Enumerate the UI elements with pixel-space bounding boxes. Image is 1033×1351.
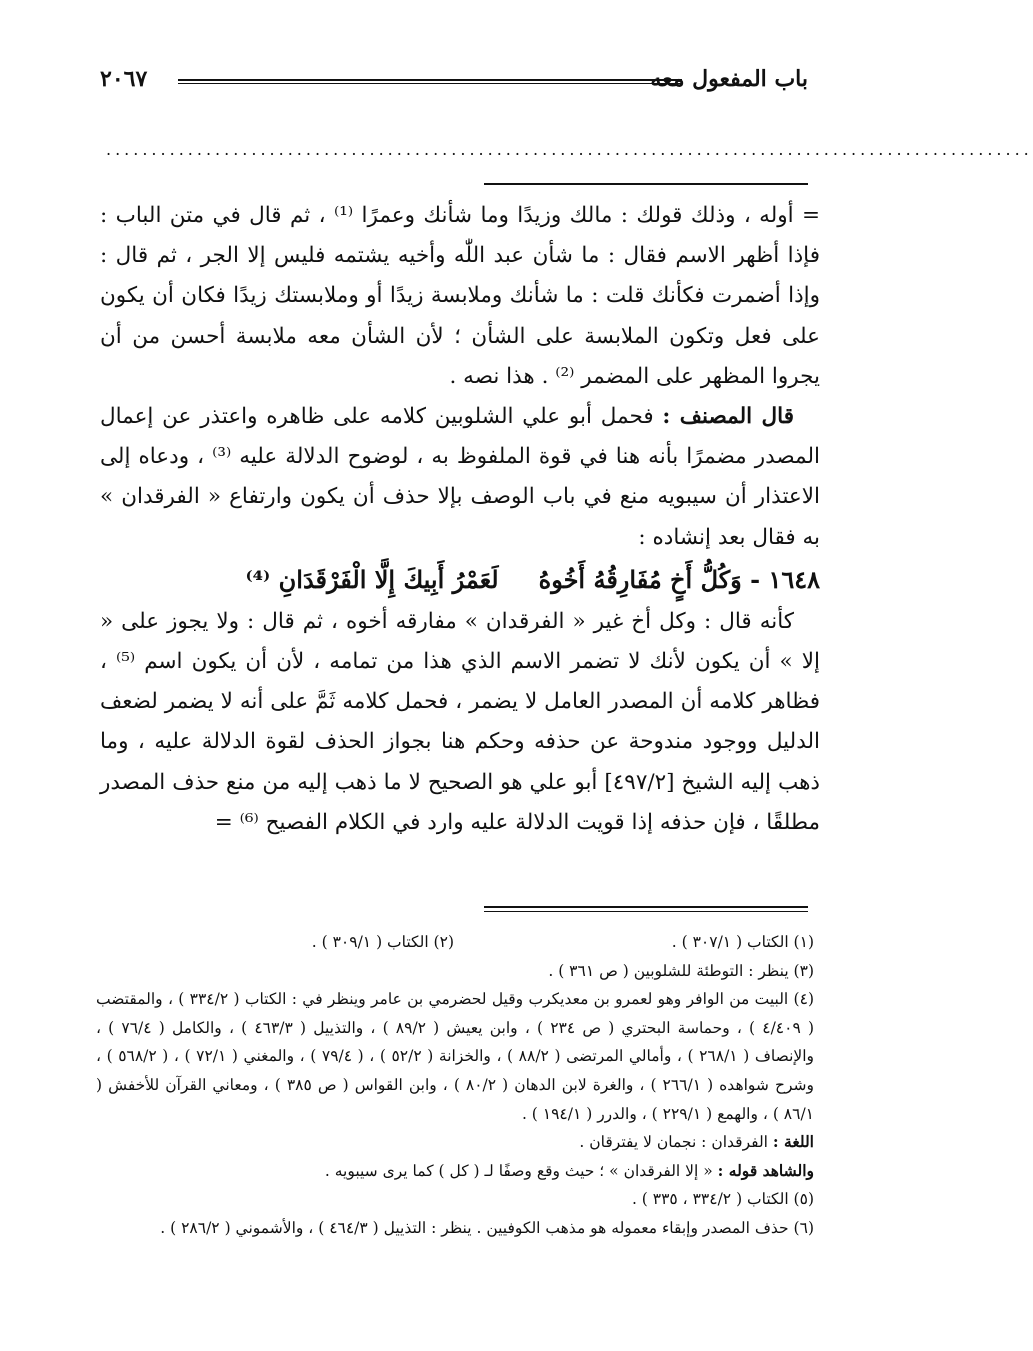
footnote-2: (٢) الكتاب ( ٣٠٩/١ ) .	[311, 933, 454, 951]
footnotes	[96, 928, 814, 1243]
chapter-title: باب المفعول معه	[650, 66, 808, 92]
footnote-5: (٥) الكتاب ( ٣٣٤/٢ ، ٣٣٥ ) .	[631, 1190, 814, 1209]
paragraph-2	[100, 397, 820, 558]
footnote-4: (٤) البيت من الوافر وهو لعمرو بن معديكرب وقيل لحضرمي بن عامر وينظر في : الكتاب ( ٣٣٤/٢ ) ، والمقتضب ( ٤/٤٠٩ ) ، وحماسة البحتري ( ص ٢٣٤ ) ، وابن يعيش ( ٨٩/٢ ) ، والتذييل ( ٤٦٣/٣ ) ، والكامل ( ٧٦/٤ ) ، والإنصاف ( ٢٦٨/١ ) ، وأمالي المرتضى ( ٨٨/٢ ) ، والخزانة ( ٥٢/٢ ) ، ( ٧٩/٤ ) ، والمغني ( ٧٢/١ ) ، ( ٥٦٨/٢ ) ، وشرح شواهده ( ٢٦٦/١ ) ، والغرة لابن الدهان ( ٨٠/٢ ) ، وابن القواس ( ص ٣٨٥ ) ، ومعاني القرآن للأخفش ( ٨٦/١ ) ، والهمع ( ٢٢٩/١ ) ، والدرر ( ١٩٤/١ ) .	[96, 990, 815, 1123]
footnote-3: (٣) ينظر : التوطئة للشلوبين ( ص ٣٦١ ) .	[548, 961, 814, 980]
lugha-label: اللغة :	[772, 1132, 814, 1152]
continuation-rule	[484, 183, 808, 185]
header-rule	[178, 79, 682, 84]
shahid-text: « إلا الفرقدان » ؛ حيث وقع وصفًا لـ ( كل ) كما يرى سيبويه .	[324, 1161, 718, 1180]
running-header	[100, 62, 808, 102]
footnote-6: (٦) حذف المصدر وإبقاء معموله هو مذهب الكوفيين . ينظر : التذييل ( ٤٦٤/٣ ) ، والأشموني ( ٢٨٦/٢ ) .	[160, 1218, 814, 1237]
paragraph-1: = أوله ، وذلك قولك : مالك وزيدًا وما شأنك وعمرًا ⁽¹⁾ ، ثم قال في متن الباب : فإذا أظهر الاسم فقال : ما شأن عبد اللّٰه وأخيه يشتمه فليس إلا الجر ، ثم قال : وإذا أضمرت فكأنك قلت : ما شأنك وملابسة زيدًا أو وملابستك زيدًا فكان أن يكون على فعل وتكون الملابسة على الشأن ؛ لأن الشأن معه ملابسة أحسن من أن يجروا المظهر على المضمر ⁽²⁾ . هذا نصه .	[100, 203, 820, 389]
footnote-lugha	[96, 1128, 814, 1157]
verse-hemistich-1: ١٦٤٨ - وَكُلُّ أَخٍ مُفَارِقُهُ أَخُوهُ	[538, 564, 820, 594]
lugha-text: الفرقدان : نجمان لا يفترقان .	[579, 1133, 773, 1152]
paragraph-2-text: فحمل أبو علي الشلوبين كلامه على ظاهره واعتذر عن إعمال المصدر مضمرًا بأنه هنا في قوة الملفوظ به ، لوضوح الدلالة عليه ⁽³⁾ ، ودعاه إلى الاعتذار أن سيبويه منع في باب الوصف بإلا حذف أن يكون وارتفاع « الفرقدان » به فقال بعد إنشاده :	[100, 404, 820, 550]
main-text	[100, 196, 820, 843]
footnote-row-1-2	[96, 928, 814, 957]
footnote-1: (١) الكتاب ( ٣٠٧/١ ) .	[671, 933, 814, 951]
page-number: ٢٠٦٧	[100, 66, 148, 92]
dotted-separator: ......................................................................................................	[106, 140, 1033, 159]
shahid-label: والشاهد قوله :	[717, 1160, 814, 1180]
verse-hemistich-2: لَعَمْرُ أَبِيكَ إِلَّا الْفَرْقَدَانِ ⁽⁴⁾	[245, 564, 499, 594]
footnote-rule	[484, 906, 808, 912]
author-label: قال المصنف :	[662, 404, 794, 430]
paragraph-3: كأنه قال : وكل أخ غير « الفرقدان » مفارقه أخوه ، ثم قال : ولا يجوز على « إلا » أن يكون لأنك لا تضمر الاسم الذي هذا من تمامه ، لأن أن يكون اسم ⁽⁵⁾ ، فظاهر كلامه أن المصدر العامل لا يضمر ، فحمل كلامه ثَمَّ على أنه لا يضمر لضعف الدليل ووجود مندوحة عن حذفه وحكم هنا بجواز الحذف لقوة الدلالة عليه ، وما ذهب إليه الشيخ [٤٩٧/٢] أبو علي هو الصحيح لا ما ذهب إليه من منع حذف المصدر مطلقًا ، فإن حذفه إذا قويت الدلالة عليه وارد في الكلام الفصيح ⁽⁶⁾ =	[100, 608, 820, 835]
poetry-verse	[100, 558, 820, 602]
footnote-shahid	[96, 1157, 814, 1186]
